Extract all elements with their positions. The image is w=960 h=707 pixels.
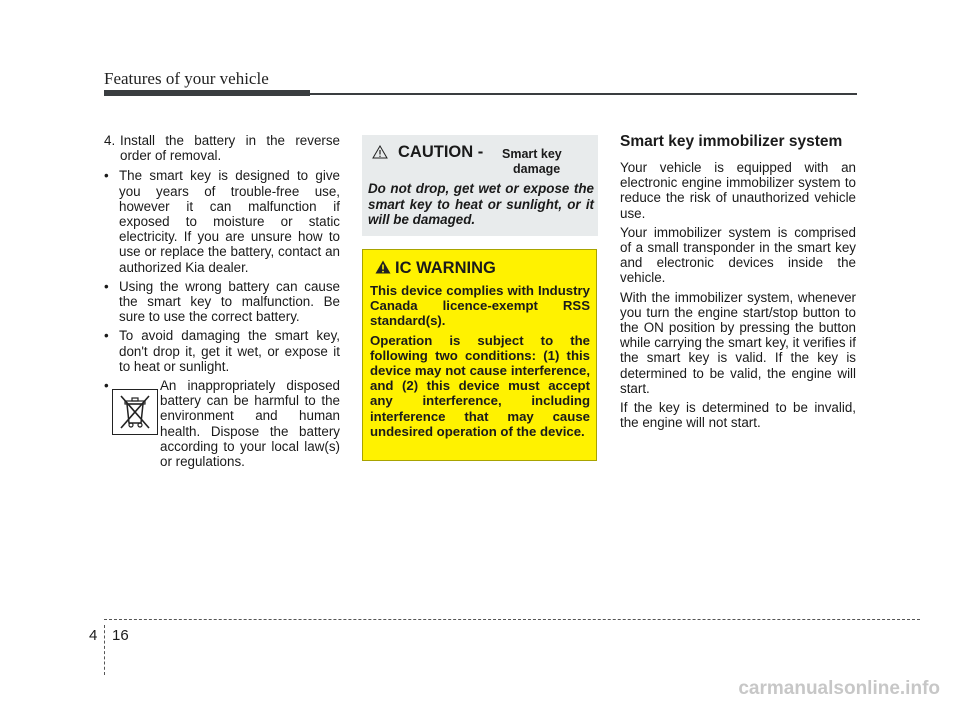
footer-rule <box>104 619 920 620</box>
bullet-text: The smart key is designed to give you years of trouble-free use, however it can malfunction if exposed to moisture or static electricity. If you are unsure how to use or replace the battery, contact an authorized Kia dealer. <box>119 168 340 275</box>
bullet-symbol: • <box>104 328 109 344</box>
warning-word: IC WARNING <box>395 259 496 277</box>
step-number: 4. <box>104 133 116 148</box>
bullet-item <box>104 279 340 325</box>
watermark: carmanualsonline.info <box>738 678 940 699</box>
right-column <box>620 133 856 434</box>
step-text: Install the battery in the reverse order of removal. <box>120 133 340 164</box>
bullet-item <box>104 168 340 274</box>
caution-body: Do not drop, get wet or expose the smart key to heat or sunlight, or it will be damaged. <box>368 181 594 227</box>
warning-box <box>362 249 597 461</box>
bullet-symbol: • <box>104 168 109 184</box>
caution-subject-line2: damage <box>513 162 561 176</box>
paragraph: With the immobilizer system, whenever you turn the engine start/stop button to the ON position by pressing the button while carrying the smart key, it verifies if the smart key is valid. If the key is determined to be valid, the engine will start. <box>620 289 856 396</box>
caution-box <box>362 135 598 236</box>
paragraph: Your immobilizer system is comprised of a small transponder in the smart key and electronic devices inside the vehicle. <box>620 224 856 286</box>
caution-triangle-icon <box>372 145 388 164</box>
caution-word: CAUTION - <box>398 143 484 161</box>
warning-paragraph: This device complies with Industry Canada licence-exempt RSS standard(s). <box>370 283 590 329</box>
warning-triangle-icon <box>375 260 391 279</box>
bullet-text: To avoid damaging the smart key, don't drop it, get it wet, or expose it to heat or sunlight. <box>119 328 340 374</box>
left-column <box>104 133 340 468</box>
recycle-text: An inappropriately disposed battery can be harmful to the environment and human health. Dispose the battery according to your local law(s) or regulations. <box>160 378 340 470</box>
chapter-number: 4 <box>89 627 98 644</box>
bullet-symbol: • <box>104 278 109 294</box>
bullet-item <box>104 328 340 374</box>
header-title: Features of your vehicle <box>104 69 269 88</box>
header-rule-thick <box>104 90 310 96</box>
page-number: 16 <box>112 627 129 644</box>
header-rule-thin <box>310 93 857 95</box>
warning-paragraph: Operation is subject to the following two conditions: (1) this device may not cause interference, and (2) this device must accept any interference, including interference that may cause undesired operation of the device. <box>370 332 590 439</box>
recycle-item <box>104 378 340 468</box>
crossed-out-wheeled-bin-icon <box>112 389 158 435</box>
step-item <box>104 133 340 163</box>
warning-body <box>370 283 590 443</box>
paragraph: Your vehicle is equipped with an electronic engine immobilizer system to reduce the risk of unauthorized vehicle use. <box>620 160 856 221</box>
caution-subject: Smart key <box>502 147 562 161</box>
footer-divider <box>104 625 105 675</box>
section-title: Smart key immobilizer system <box>620 133 843 150</box>
paragraph: If the key is determined to be invalid, the engine will not start. <box>620 400 856 431</box>
bullet-symbol: • <box>104 378 109 394</box>
bullet-text: Using the wrong battery can cause the smart key to malfunction. Be sure to use the correct battery. <box>119 278 340 325</box>
